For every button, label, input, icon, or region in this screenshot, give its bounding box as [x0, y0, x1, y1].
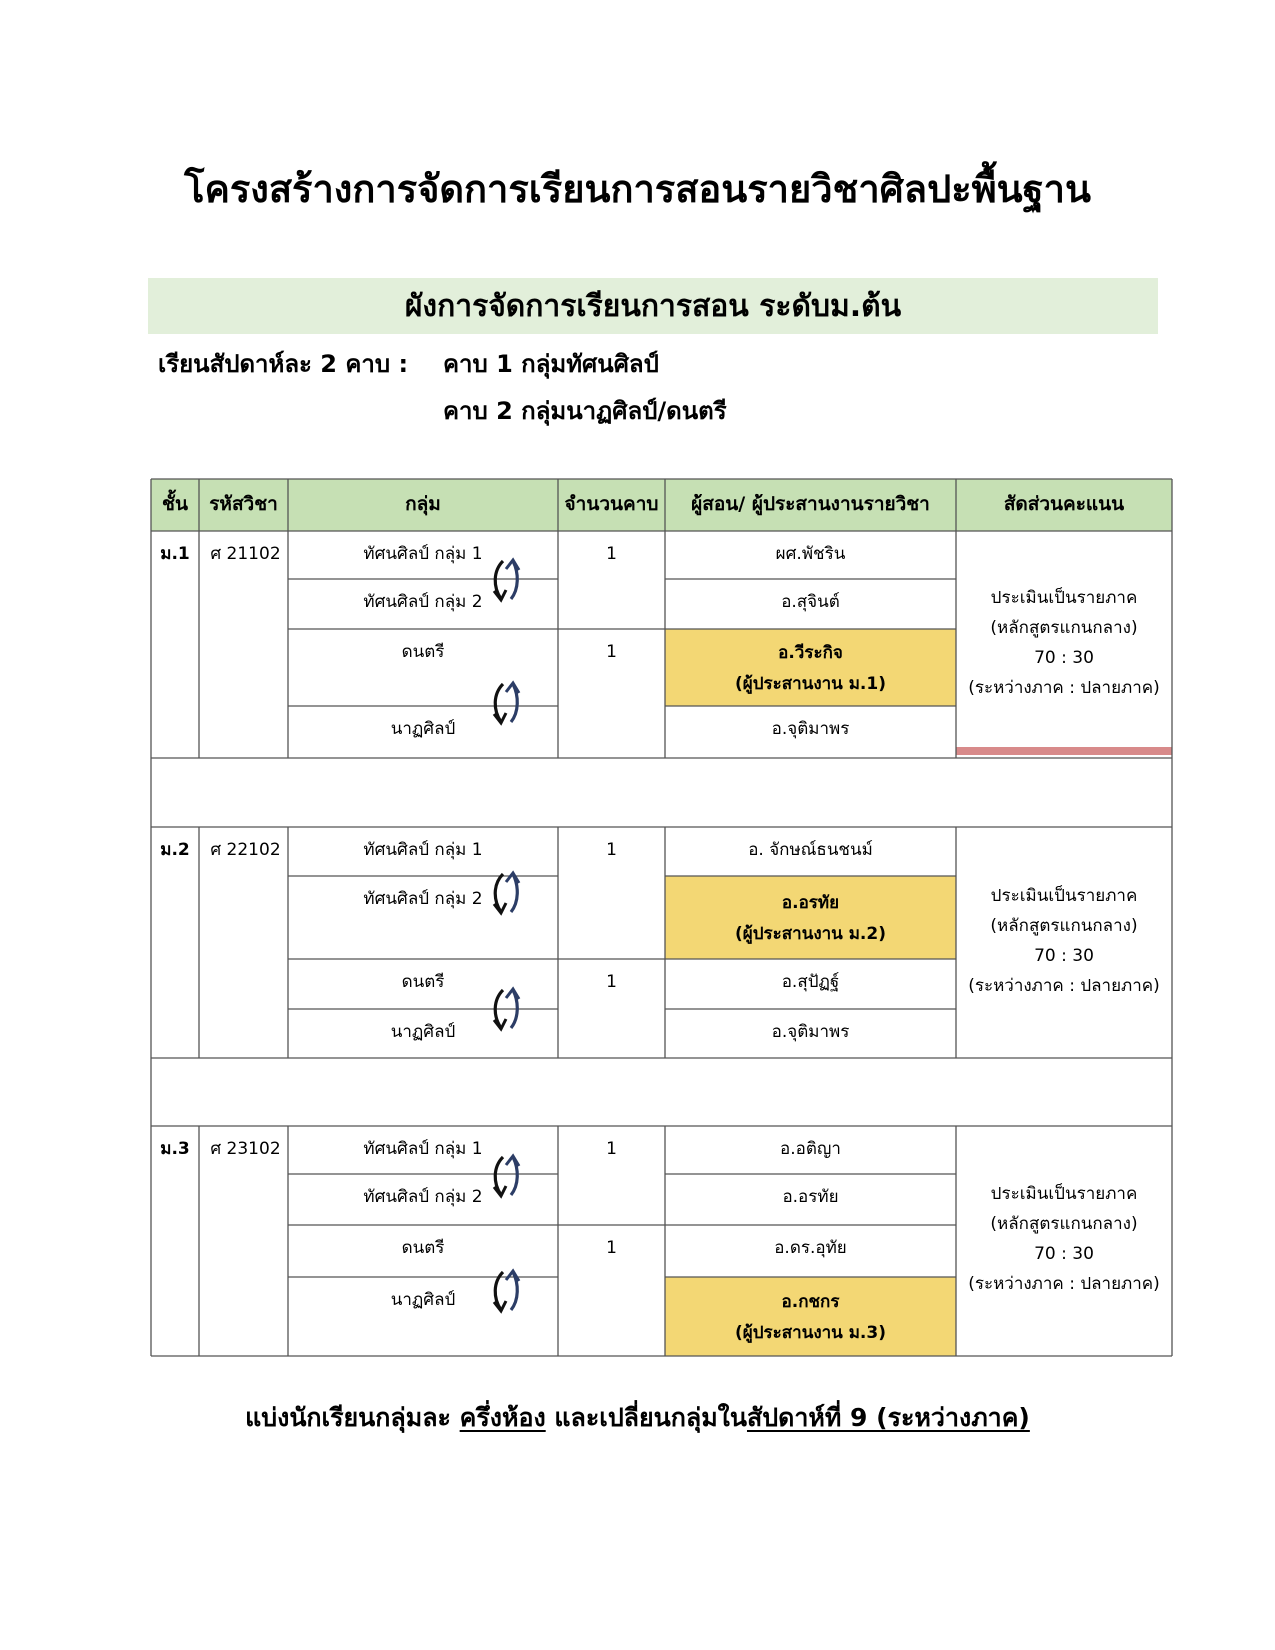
group-name: ทัศนศิลป์ กลุ่ม 2 [363, 592, 483, 612]
grade-label: ม.1 [160, 544, 190, 564]
teacher-name: อ.อรทัย [782, 1187, 839, 1207]
page-title: โครงสร้างการจัดการเรียนการสอนรายวิชาศิลปะพื้นฐาน [184, 167, 1091, 211]
period-count: 1 [606, 840, 617, 860]
swap-arrows-icon [485, 557, 529, 603]
score-ratio-line: 70 : 30 [1034, 647, 1094, 668]
schedule-period-2: คาบ 2 กลุ่มนาฏศิลป์/ดนตรี [443, 397, 727, 425]
table-header-cell: ผู้สอน/ ผู้ประสานงานรายวิชา [691, 493, 930, 515]
score-ratio-line: (หลักสูตรแกนกลาง) [990, 915, 1138, 936]
swap-arrows-icon [485, 680, 529, 726]
coordinator-note: (ผู้ประสานงาน ม.2) [735, 923, 886, 944]
period-count: 1 [606, 544, 617, 564]
swap-arrows-icon [485, 1153, 529, 1199]
score-ratio-line: (ระหว่างภาค : ปลายภาค) [968, 975, 1160, 996]
group-name: นาฏศิลป์ [390, 719, 456, 739]
table-header-cell: ชั้น [162, 493, 188, 515]
table-header-cell: สัดส่วนคะแนน [1003, 493, 1125, 515]
score-ratio-line: (ระหว่างภาค : ปลายภาค) [968, 1274, 1160, 1294]
group-name: ทัศนศิลป์ กลุ่ม 1 [363, 544, 483, 564]
period-count: 1 [606, 642, 617, 662]
group-name: ทัศนศิลป์ กลุ่ม 2 [363, 1187, 483, 1207]
group-name: ทัศนศิลป์ กลุ่ม 2 [363, 889, 483, 909]
section-banner: ผังการจัดการเรียนการสอน ระดับม.ต้น [148, 278, 1158, 334]
footer-emphasis-week: สัปดาห์ที่ 9 (ระหว่างภาค) [746, 1403, 1030, 1432]
period-count: 1 [606, 1139, 617, 1159]
teacher-name: อ.สุจินต์ [781, 592, 840, 612]
coordinator-note: (ผู้ประสานงาน ม.3) [735, 1322, 886, 1343]
period-count: 1 [606, 972, 617, 992]
schedule-period-1: คาบ 1 กลุ่มทัศนศิลป์ [443, 350, 659, 378]
teacher-name: อ.ดร.อุทัย [774, 1238, 847, 1258]
course-code: ศ 22102 [210, 840, 281, 860]
group-name: นาฏศิลป์ [390, 1022, 456, 1042]
grade-label: ม.2 [160, 840, 190, 860]
score-ratio-line: (หลักสูตรแกนกลาง) [990, 617, 1138, 638]
course-code: ศ 23102 [210, 1139, 281, 1159]
table-header-cell: รหัสวิชา [209, 493, 278, 515]
swap-arrows-icon [485, 870, 529, 916]
teacher-name: อ.สุปัฏฐ์ [781, 972, 840, 992]
score-ratio-line: ประเมินเป็นรายภาค [990, 587, 1138, 608]
table-header-cell: กลุ่ม [405, 493, 441, 515]
group-name: ดนตรี [401, 972, 445, 992]
group-name: นาฏศิลป์ [390, 1290, 456, 1310]
swap-arrows-icon [485, 986, 529, 1032]
course-code: ศ 21102 [210, 544, 281, 564]
period-count: 1 [606, 1238, 617, 1258]
score-ratio-line: 70 : 30 [1034, 945, 1094, 966]
swap-arrows-icon [485, 1268, 529, 1314]
teacher-name: อ. จักษณ์ธนชนม์ [748, 840, 873, 860]
score-ratio-line: (หลักสูตรแกนกลาง) [990, 1214, 1138, 1234]
schedule-lead: เรียนสัปดาห์ละ 2 คาบ : [158, 350, 409, 378]
footer-note [0, 1398, 1275, 1438]
group-name: ดนตรี [401, 642, 445, 662]
grade-label: ม.3 [160, 1139, 190, 1159]
footer-emphasis-half-class: ครึ่งห้อง [459, 1403, 546, 1432]
score-ratio-line: ประเมินเป็นรายภาค [990, 885, 1138, 906]
table-header-cell: จำนวนคาบ [564, 493, 659, 515]
teacher-name: ผศ.พัชริน [775, 544, 846, 564]
teacher-name: อ.จุติมาพร [771, 719, 850, 739]
score-ratio-line: (ระหว่างภาค : ปลายภาค) [968, 677, 1160, 698]
group-name: ทัศนศิลป์ กลุ่ม 1 [363, 840, 483, 860]
accent-bar [956, 747, 1172, 755]
score-ratio-line: 70 : 30 [1034, 1244, 1094, 1264]
group-name: ดนตรี [401, 1238, 445, 1258]
footer-text-1: แบ่งนักเรียนกลุ่มละ [245, 1403, 460, 1432]
teacher-name: อ.อติญา [780, 1139, 841, 1159]
coordinator-teacher: อ.อรทัย [781, 892, 840, 913]
teacher-name: อ.จุติมาพร [771, 1022, 850, 1042]
score-ratio-line: ประเมินเป็นรายภาค [990, 1184, 1138, 1204]
group-name: ทัศนศิลป์ กลุ่ม 1 [363, 1139, 483, 1159]
footer-text-2: และเปลี่ยนกลุ่มใน [545, 1403, 747, 1432]
coordinator-teacher: อ.กชกร [781, 1291, 840, 1312]
coordinator-note: (ผู้ประสานงาน ม.1) [735, 673, 886, 694]
coordinator-teacher: อ.วีระกิจ [778, 642, 843, 663]
